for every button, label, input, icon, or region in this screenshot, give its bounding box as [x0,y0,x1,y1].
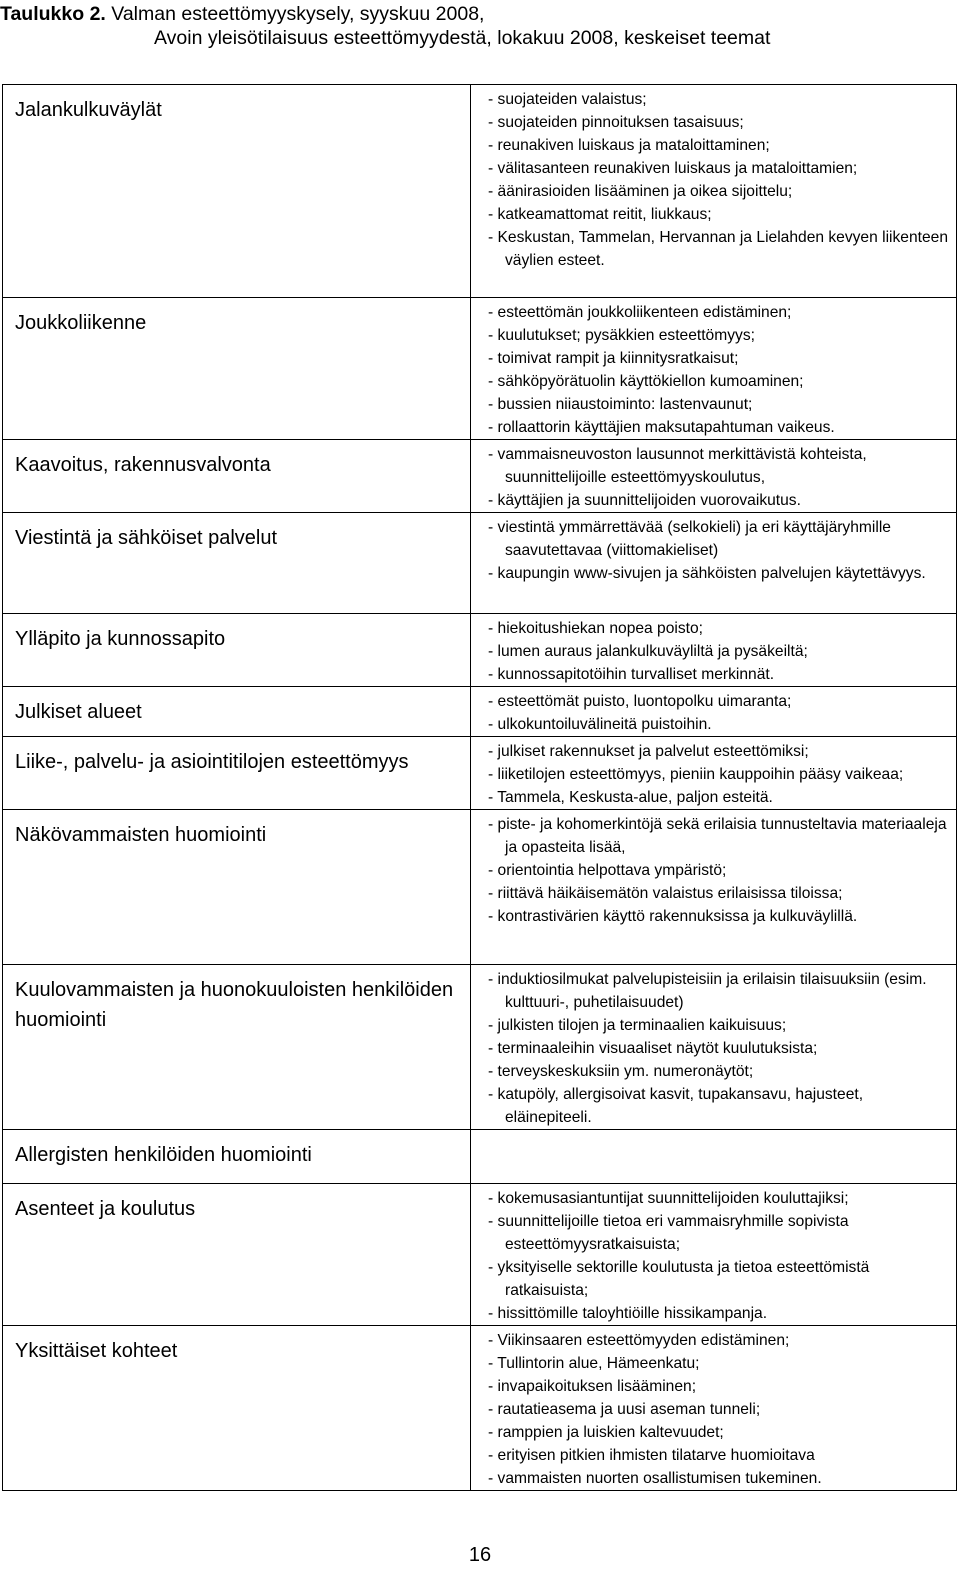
theme-title: Jalankulkuväylät [15,99,162,121]
finding-item: - suojateiden pinnoituksen tasaisuus; [488,114,744,131]
table-row [3,1326,957,1491]
theme-cell [3,440,471,513]
finding-item: - lumen auraus jalankulkuväyliltä ja pysäkeiltä; [488,643,808,660]
finding-item: - sähköpyörätuolin käyttökiellon kumoaminen; [488,373,804,390]
themes-table-body [3,85,957,1491]
finding-item: - katkeamattomat reitit, liukkaus; [488,206,712,223]
theme-title: Julkiset alueet [15,701,142,723]
finding-item: - esteettömät puisto, luontopolku uimaranta; [488,693,792,710]
theme-title: Ylläpito ja kunnossapito [15,628,226,650]
finding-item: - käyttäjien ja suunnittelijoiden vuorovaikutus. [488,492,801,509]
theme-cell [3,1326,471,1491]
finding-item: - yksityiselle sektorille koulutusta ja tietoa esteettömistä ratkaisuista; [488,1259,870,1299]
finding-item: - viestintä ymmärrettävää (selkokieli) ja eri käyttäjäryhmille saavutettavaa (viittomakieliset) [488,519,891,559]
finding-item: - terveyskeskuksiin ym. numeronäytöt; [488,1063,754,1080]
table-row [3,298,957,440]
finding-item: - invapaikoituksen lisääminen; [488,1378,697,1395]
table-row [3,614,957,687]
finding-item: - kontrastivärien käyttö rakennuksissa ja kulkuväylillä. [488,908,858,925]
theme-title: Asenteet ja koulutus [15,1198,196,1220]
table-row [3,687,957,737]
theme-cell [3,737,471,810]
finding-item: - rollaattorin käyttäjien maksutapahtuman vaikeus. [488,419,835,436]
caption-line-2: Avoin yleisötilaisuus esteettömyydestä, lokakuu 2008, keskeiset teemat [154,27,771,49]
finding-item: - Viikinsaaren esteettömyyden edistäminen; [488,1332,790,1349]
caption-label: Taulukko 2. [0,3,106,25]
finding-item: - ramppien ja luiskien kaltevuudet; [488,1424,724,1441]
table-row [3,513,957,614]
finding-item: - kunnossapitotöihin turvalliset merkinnät. [488,666,775,683]
theme-cell [3,85,471,298]
theme-title: Yksittäiset kohteet [15,1340,178,1362]
finding-item: - vammaisten nuorten osallistumisen tukeminen. [488,1470,822,1487]
theme-title: Näkövammaisten huomiointi [15,824,267,846]
finding-item: - kokemusasiantuntijat suunnittelijoiden kouluttajiksi; [488,1190,849,1207]
findings-cell [471,298,957,440]
findings-cell [471,1130,957,1184]
finding-item: - Keskustan, Tammelan, Hervannan ja Lielahden kevyen liikenteen väylien esteet. [488,229,948,269]
finding-item: - hiekoitushiekan nopea poisto; [488,620,703,637]
findings-cell [471,965,957,1130]
finding-item: - liiketilojen esteettömyys, pieniin kauppoihin pääsy vaikeaa; [488,766,904,783]
table-row [3,737,957,810]
finding-item: - orientointia helpottava ympäristö; [488,862,727,879]
finding-item: - välitasanteen reunakiven luiskaus ja mataloittamien; [488,160,858,177]
findings-cell [471,85,957,298]
finding-item: - äänirasioiden lisääminen ja oikea sijoittelu; [488,183,793,200]
finding-item: - bussien niiaustoiminto: lastenvaunut; [488,396,753,413]
findings-cell [471,440,957,513]
finding-item: - rautatieasema ja uusi aseman tunneli; [488,1401,761,1418]
table-row [3,1130,957,1184]
findings-cell [471,737,957,810]
finding-item: - kaupungin www-sivujen ja sähköisten palvelujen käytettävyys. [488,565,926,582]
table-row [3,810,957,965]
finding-item: - piste- ja kohomerkintöjä sekä erilaisia tunnusteltavia materiaaleja ja opasteita lisää, [488,816,947,856]
caption-line-1 [0,2,770,26]
theme-cell [3,1184,471,1326]
theme-title: Joukkoliikenne [15,312,147,334]
finding-item: - ulkokuntoiluvälineitä puistoihin. [488,716,712,733]
theme-cell [3,298,471,440]
findings-cell [471,810,957,965]
finding-item: - katupöly, allergisoivat kasvit, tupakansavu, hajusteet, eläinepiteeli. [488,1086,864,1126]
table-row [3,965,957,1130]
caption-text-1: Valman esteettömyyskysely, syyskuu 2008, [111,3,485,25]
findings-cell [471,687,957,737]
theme-title: Allergisten henkilöiden huomiointi [15,1144,312,1166]
theme-title: Kaavoitus, rakennusvalvonta [15,454,271,476]
findings-cell [471,614,957,687]
finding-item: - erityisen pitkien ihmisten tilatarve huomioitava [488,1447,815,1464]
finding-item: - vammaisneuvoston lausunnot merkittävistä kohteista, suunnittelijoille esteettömyyskoulutus, [488,446,867,486]
table-row [3,1184,957,1326]
finding-item: - suunnittelijoille tietoa eri vammaisryhmille sopivista esteettömyysratkaisuista; [488,1213,849,1253]
theme-cell [3,687,471,737]
finding-item: - esteettömän joukkoliikenteen edistäminen; [488,304,792,321]
findings-cell [471,1326,957,1491]
findings-cell [471,513,957,614]
finding-item: - terminaaleihin visuaaliset näytöt kuulutuksista; [488,1040,818,1057]
theme-cell [3,614,471,687]
findings-cell [471,1184,957,1326]
theme-title: Liike-, palvelu- ja asiointitilojen esteettömyys [15,751,409,773]
theme-cell [3,1130,471,1184]
finding-item: - kuulutukset; pysäkkien esteettömyys; [488,327,755,344]
table-caption [0,2,770,50]
theme-cell [3,810,471,965]
finding-item: - riittävä häikäisemätön valaistus erilaisissa tiloissa; [488,885,843,902]
themes-table [2,84,957,1491]
table-row [3,440,957,513]
finding-item: - Tullintorin alue, Hämeenkatu; [488,1355,700,1372]
finding-item: - julkisten tilojen ja terminaalien kaikuisuus; [488,1017,787,1034]
theme-title: Viestintä ja sähköiset palvelut [15,527,278,549]
theme-cell [3,965,471,1130]
finding-item: - induktiosilmukat palvelupisteisiin ja erilaisin tilaisuuksiin (esim. kulttuuri-, puhetilaisuudet) [488,971,927,1011]
theme-cell [3,513,471,614]
finding-item: - hissittömille taloyhtiöille hissikampanja. [488,1305,768,1322]
page-number: 16 [468,1544,492,1566]
table-row [3,85,957,298]
finding-item: - reunakiven luiskaus ja mataloittaminen; [488,137,770,154]
finding-item: - julkiset rakennukset ja palvelut esteettömiksi; [488,743,809,760]
finding-item: - toimivat rampit ja kiinnitysratkaisut; [488,350,739,367]
finding-item: - Tammela, Keskusta-alue, paljon esteitä. [488,789,773,806]
theme-title: Kuulovammaisten ja huonokuuloisten henkilöiden huomiointi [15,979,454,1031]
finding-item: - suojateiden valaistus; [488,91,647,108]
